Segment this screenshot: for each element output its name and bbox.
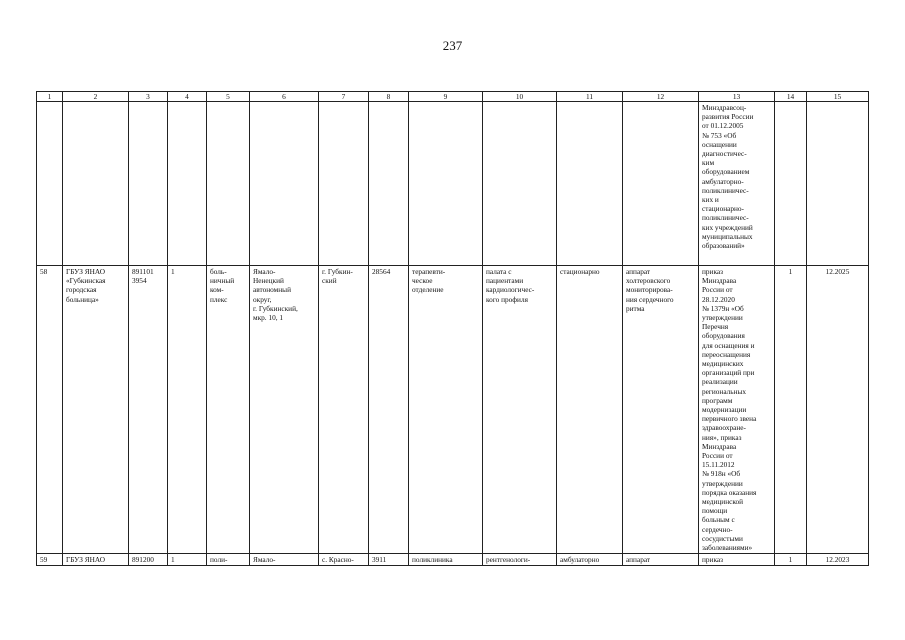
column-number: 3 [129,92,168,102]
column-number: 9 [409,92,483,102]
address-cell: Ямало- [250,554,319,566]
column-number: 11 [557,92,623,102]
table-row [37,554,869,566]
code-cell: 891200 [129,554,168,566]
quantity-cell: 1 [775,554,807,566]
table-row [37,266,869,554]
column-number: 6 [250,92,319,102]
care-mode-cell: стационарно [557,266,623,554]
column-number: 14 [775,92,807,102]
column-number: 13 [699,92,775,102]
care-mode-cell: амбулаторно [557,554,623,566]
page-number: 237 [442,38,463,53]
city-cell: г. Губкин- ский [319,266,369,554]
column-number: 1 [37,92,63,102]
unit-cell: рентгенологи- [483,554,557,566]
department-cell: терапевти- ческое отделение [409,266,483,554]
column-number-row [37,92,869,102]
row-number-cell: 59 [37,554,63,566]
column-number: 4 [168,92,207,102]
column-number: 5 [207,92,250,102]
city-cell: с. Красно- [319,554,369,566]
equipment-cell: аппарат [623,554,699,566]
column-number: 8 [369,92,409,102]
continuation-row [37,102,869,266]
column-number: 15 [807,92,869,102]
column-number: 12 [623,92,699,102]
row-number-cell: 58 [37,266,63,554]
date-cell: 12.2025 [807,266,869,554]
building-type-cell: боль- ничный ком- плекс [207,266,250,554]
equipment-table [36,91,869,566]
count-cell: 1 [168,554,207,566]
unit-cell: палата с пациентами кардиологичес- кого профиля [483,266,557,554]
code-cell: 891101 3954 [129,266,168,554]
legal-basis-cell: приказ Минздрава России от 28.12.2020 № 1379н «Об утверждении Перечня оборудования для оснащения и переоснащения медицинских организаций при реализации региональных программ модернизации первичного звена здравоохране- ния», приказ Минздрава России от 15.11.2012 № 918н «Об утверждении порядка оказания медицинской помощи больным с сердечно- сосудистыми заболеваниями» [699,266,775,554]
column-number: 7 [319,92,369,102]
address-cell: Ямало- Ненецкий автономный округ, г. Губкинский, мкр. 10, 1 [250,266,319,554]
count-cell: 1 [168,266,207,554]
date-cell: 12.2023 [807,554,869,566]
legal-basis-cell: приказ [699,554,775,566]
column-number: 2 [63,92,129,102]
building-type-cell: поли- [207,554,250,566]
quantity-cell: 1 [775,266,807,554]
column-number: 10 [483,92,557,102]
organization-cell: ГБУЗ ЯНАО «Губкинская городская больница» [63,266,129,554]
department-cell: поликлиника [409,554,483,566]
organization-cell: ГБУЗ ЯНАО [63,554,129,566]
population-cell: 3911 [369,554,409,566]
legal-basis-cell: Минздравсоц- развития России от 01.12.2005 № 753 «Об оснащении диагностичес- ким оборудованием амбулаторно- поликлиничес- ких и стационарно- поликлиничес- ких учреждений муниципальных образований» [699,102,775,266]
equipment-cell: аппарат холтеровского мониторирова- ния сердечного ритма [623,266,699,554]
population-cell: 28564 [369,266,409,554]
